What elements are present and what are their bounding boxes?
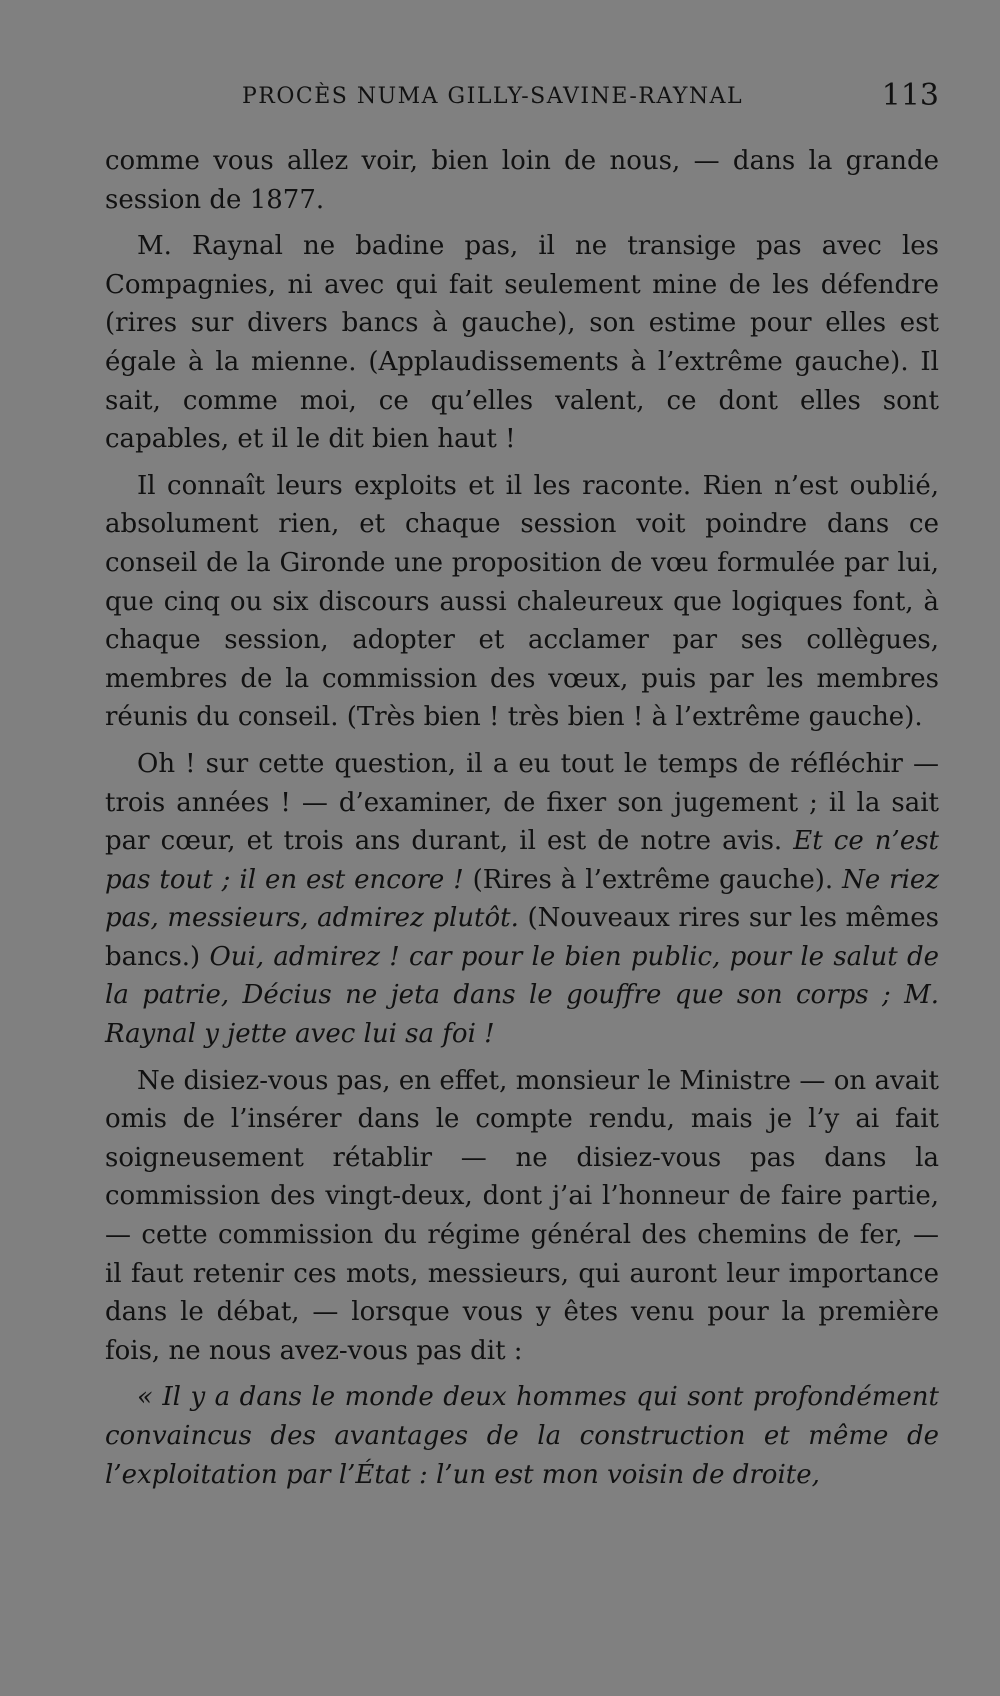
paragraph-4-text-e: (Nouveaux rires sur les mêmes bancs.) — [105, 903, 939, 972]
paragraph-4 — [105, 745, 939, 1054]
body-text — [105, 142, 939, 1502]
paragraph-4-italic-f: Oui, admirez ! car pour le bien public, pour le salut de la patrie, Décius ne jeta dans le gouffre que son corps ; M. Raynal y jette avec lui sa foi ! — [105, 941, 939, 1050]
paragraph-4-text-a: Oh ! sur cette question, il a eu tout le temps de réfléchir — trois années ! — d’examiner, de fixer son jugement ; il la sait par cœur, et trois ans durant, il est de notre avis. — [105, 748, 939, 857]
paragraph-5: Ne disiez-vous pas, en effet, monsieur le Ministre — on avait omis de l’insérer dans le compte rendu, mais je l’y ai fait soigneusement rétablir — ne disiez-vous pas dans la commission des vingt-deux, dont j’ai l’honneur de faire partie, — cette commission du régime général des chemins de fer, — il faut retenir ces mots, messieurs, qui auront leur importance dans le débat, — lorsque vous y êtes venu pour la première fois, ne nous avez-vous pas dit : — [105, 1065, 939, 1366]
paragraph-4-italic-b: Et ce n’est pas tout ; il en est encore ! — [105, 826, 939, 895]
paragraph-3: Il connaît leurs exploits et il les raconte. Rien n’est oublié, absolument rien, et chaque session voit poindre dans ce conseil de la Gironde une proposition de vœu formulée par lui, que cinq ou six discours aussi chaleureux que logiques font, à chaque session, adopter et acclamer par ses collègues, membres de la commission des vœux, puis par les membres réunis du conseil. (Très bien ! très bien ! à l’extrême gauche). — [105, 470, 939, 733]
running-title: PROCÈS NUMA GILLY-SAVINE-RAYNAL — [242, 84, 744, 109]
paragraph-4-text-c: (Rires à l’extrême gauche). — [463, 864, 843, 895]
page-header — [105, 78, 939, 118]
page-number: 113 — [881, 78, 939, 113]
paragraph-1: comme vous allez voir, bien loin de nous, — dans la grande session de 1877. — [105, 146, 939, 215]
paragraph-4-italic-d: Ne riez pas, messieurs, admirez plutôt. — [105, 864, 939, 934]
paragraph-2: M. Raynal ne badine pas, il ne transige pas avec les Compagnies, ni avec qui fait seulement mine de les défendre (rires sur divers bancs à gauche), son estime pour elles est égale à la mienne. (Applaudissements à l’extrême gauche). Il sait, comme moi, ce qu’elles valent, ce dont elles sont capables, et il le dit bien haut ! — [105, 231, 939, 455]
quoted-paragraph: « Il y a dans le monde deux hommes qui sont profondément convaincus des avantages de la construction et même de l’exploitation par l’État : l’un est mon voisin de droite, — [105, 1382, 939, 1490]
